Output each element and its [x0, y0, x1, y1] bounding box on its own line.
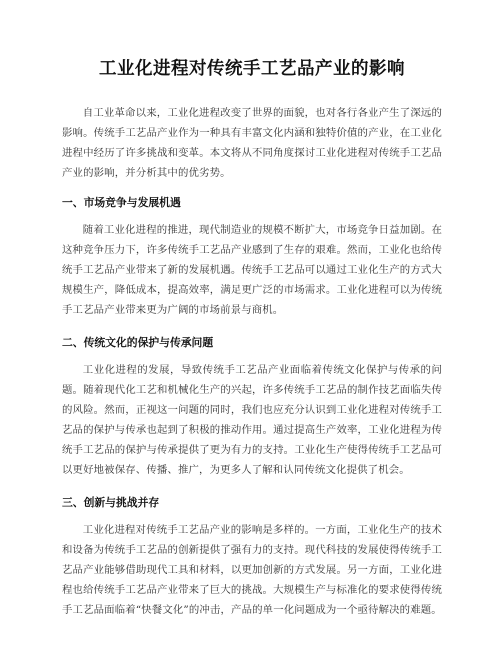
intro-paragraph: 自工业革命以来，工业化进程改变了世界的面貌，也对各行各业产生了深远的影响。传统手工艺品产业作为一种具有丰富文化内涵和独特价值的产业，在工业化进程中经历了许多挑战和变革。本文将从不同角度探讨工业化进程对传统手工艺品产业的影响，并分析其中的优劣势。: [62, 107, 442, 179]
section-body-market: 随着工业化进程的推进，现代制造业的规模不断扩大，市场竞争日益加剧。在这种竞争压力下，许多传统手工艺品产业感到了生存的艰难。然而，工业化也给传统手工艺品产业带来了新的发展机遇。传统手工艺品可以通过工业化生产的方式大规模生产，降低成本，提高效率，满足更广泛的市场需求。工业化进程可以为传统手工艺品产业带来更为广阔的市场前景与商机。: [62, 224, 442, 316]
section-body-innovation: 工业化进程对传统手工艺品产业的影响是多样的。一方面，工业化生产的技术和设备为传统手工艺品的创新提供了强有力的支持。现代科技的发展使得传统手工艺品产业能够借助现代工具和材料，以更加创新的方式发展。另一方面，工业化进程也给传统手工艺品产业带来了巨大的挑战。大规模生产与标准化的要求使得传统手工艺品面临着“快餐文化”的冲击，产品的单一化问题成为一个亟待解决的难题。: [62, 524, 442, 616]
section-heading-innovation: 三、创新与挑战并存: [62, 496, 160, 509]
document-title: 工业化进程对传统手工艺品产业的影响: [99, 59, 405, 79]
section-heading-culture: 二、传统文化的保护与传承问题: [62, 336, 214, 349]
section-body-culture: 工业化进程的发展，导致传统手工艺品产业面临着传统文化保护与传承的问题。随着现代化工艺和机械化生产的兴起，许多传统手工艺品的制作技艺面临失传的风险。然而，正视这一问题的同时，我们也应充分认识到工业化进程对传统手工艺品的保护与传承也起到了积极的推动作用。通过提高生产效率，工业化进程为传统手工艺品的保护与传承提供了更为有力的支持。工业化生产使得传统手工艺品可以更好地被保存、传播、推广，为更多人了解和认同传统文化提供了机会。: [62, 364, 442, 476]
section-heading-market: 一、市场竞争与发展机遇: [62, 196, 181, 209]
